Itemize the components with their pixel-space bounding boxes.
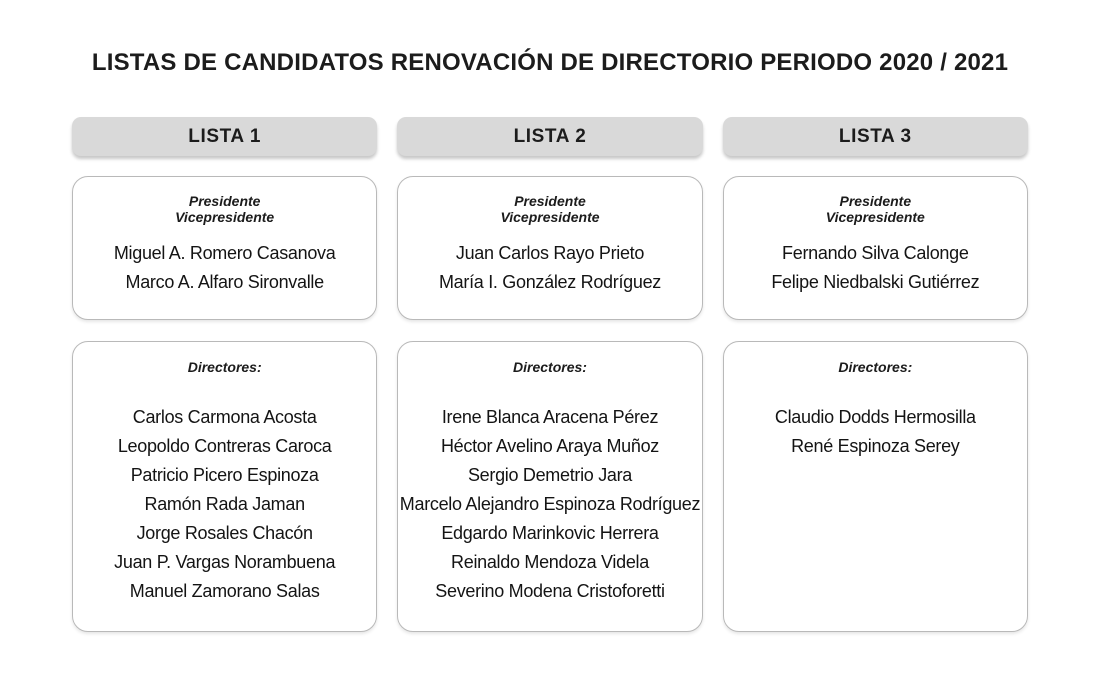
list-2-directors-card xyxy=(397,341,702,632)
director-name: Carlos Carmona Acosta xyxy=(132,407,317,427)
list-column-2 xyxy=(397,117,702,632)
vicepresident-name: María I. González Rodríguez xyxy=(438,272,661,292)
president-role-label: Presidente xyxy=(188,193,261,209)
vicepresident-role-label: Vicepresidente xyxy=(500,209,600,225)
president-name: Miguel A. Romero Casanova xyxy=(113,243,336,263)
list-3-president-card xyxy=(723,176,1028,320)
director-name: Edgardo Marinkovic Herrera xyxy=(441,523,659,543)
president-role-label: Presidente xyxy=(514,193,586,209)
list-3-header: LISTA 3 xyxy=(723,117,1028,156)
director-name: Severino Modena Cristoforetti xyxy=(435,581,665,601)
vicepresident-role-label: Vicepresidente xyxy=(825,209,925,225)
director-name: Manuel Zamorano Salas xyxy=(129,581,320,601)
directors-list xyxy=(398,403,701,606)
president-role-label: Presidente xyxy=(839,193,912,209)
directors-heading: Directores: xyxy=(838,359,913,375)
directors-list xyxy=(73,403,376,606)
president-names-block xyxy=(73,239,376,297)
list-column-3 xyxy=(723,117,1028,632)
president-names-block xyxy=(724,239,1027,297)
list-1-header: LISTA 1 xyxy=(72,117,377,156)
list-2-president-card xyxy=(397,176,702,320)
page-title: LISTAS DE CANDIDATOS RENOVACIÓN DE DIRECTORIO PERIODO 2020 / 2021 xyxy=(91,49,1009,76)
lists-container xyxy=(72,117,1028,632)
president-names-block xyxy=(398,239,701,297)
director-name: Irene Blanca Aracena Pérez xyxy=(441,407,659,427)
director-name: René Espinoza Serey xyxy=(791,436,960,456)
directors-heading: Directores: xyxy=(187,359,262,375)
director-name: Juan P. Vargas Norambuena xyxy=(114,552,336,572)
list-1-president-card xyxy=(72,176,377,320)
list-column-1 xyxy=(72,117,377,632)
vicepresident-name: Felipe Niedbalski Gutiérrez xyxy=(771,272,980,292)
director-name: Sergio Demetrio Jara xyxy=(467,465,633,485)
director-name: Reinaldo Mendoza Videla xyxy=(451,552,649,572)
directors-heading: Directores: xyxy=(513,359,587,375)
list-1-directors-card xyxy=(72,341,377,632)
director-name: Ramón Rada Jaman xyxy=(144,494,305,514)
director-name: Leopoldo Contreras Caroca xyxy=(117,436,332,456)
director-name: Claudio Dodds Hermosilla xyxy=(774,407,976,427)
director-name: Jorge Rosales Chacón xyxy=(136,523,313,543)
vicepresident-role-label: Vicepresidente xyxy=(175,209,275,225)
directors-list xyxy=(724,403,1027,461)
list-2-header: LISTA 2 xyxy=(397,117,702,156)
president-name: Fernando Silva Calonge xyxy=(782,243,969,263)
president-name: Juan Carlos Rayo Prieto xyxy=(455,243,645,263)
director-name: Héctor Avelino Araya Muñoz xyxy=(440,436,659,456)
vicepresident-name: Marco A. Alfaro Sironvalle xyxy=(125,272,324,292)
director-name: Marcelo Alejandro Espinoza Rodríguez xyxy=(399,494,701,514)
director-name: Patricio Picero Espinoza xyxy=(130,465,319,485)
list-3-directors-card xyxy=(723,341,1028,632)
